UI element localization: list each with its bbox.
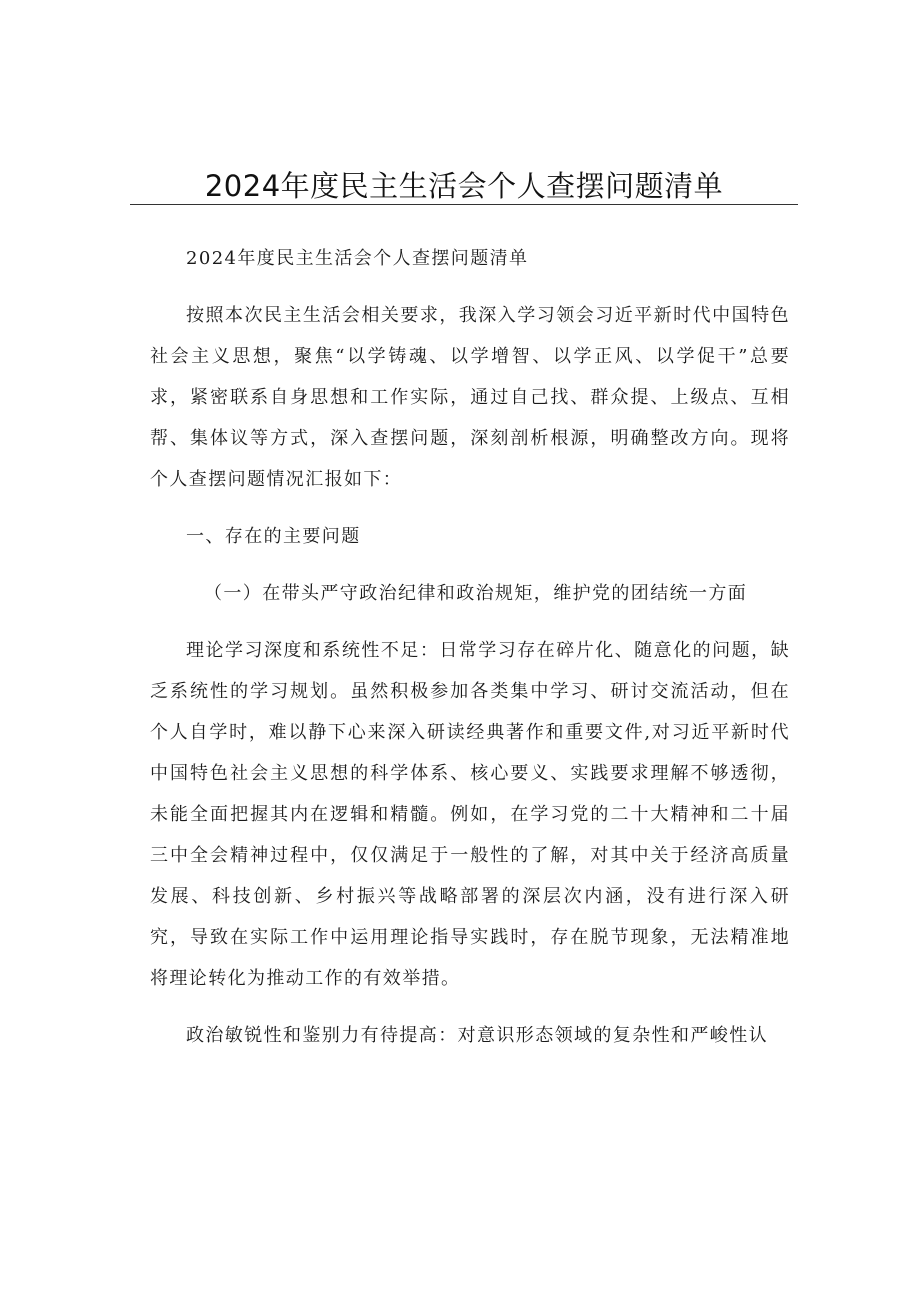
section-heading: 一、存在的主要问题: [186, 526, 361, 547]
document-subtitle: 2024年度民主生活会个人查摆问题清单: [186, 248, 529, 269]
body-paragraph-truncated: 政治敏锐性和鉴别力有待提高：对意识形态领域的复杂性和严峻性认: [186, 1025, 768, 1046]
title-underline: [130, 204, 798, 205]
subsection-heading: （一）在带头严守政治纪律和政治规矩，维护党的团结统一方面: [204, 583, 748, 604]
document-title: 2024年度民主生活会个人查摆问题清单: [204, 169, 724, 203]
body-paragraph: 理论学习深度和系统性不足：日常学习存在碎片化、随意化的问题，缺乏系统性的学习规划。虽然积极参加各类集中学习、研讨交流活动，但在个人自学时，难以静下心来深入研读经典著作和重要文件,对习近平新时代中国特色社会主义思想的科学体系、核心要义、实践要求理解不够透彻，未能全面把握其内在逻辑和精髓。例如，在学习党的二十大精神和二十届三中全会精神过程中，仅仅满足于一般性的了解，对其中关于经济高质量发展、科技创新、乡村振兴等战略部署的深层次内涵，没有进行深入研究，导致在实际工作中运用理论指导实践时，存在脱节现象，无法精准地将理论转化为推动工作的有效举措。: [150, 640, 790, 989]
intro-paragraph: 按照本次民主生活会相关要求，我深入学习领会习近平新时代中国特色社会主义思想，聚焦“以学铸魂、以学增智、以学正风、以学促干”总要求，紧密联系自身思想和工作实际，通过自己找、群众提、上级点、互相帮、集体议等方式，深入查摆问题，深刻剖析根源，明确整改方向。现将个人查摆问题情况汇报如下：: [150, 305, 790, 490]
document-body: [150, 238, 790, 1056]
